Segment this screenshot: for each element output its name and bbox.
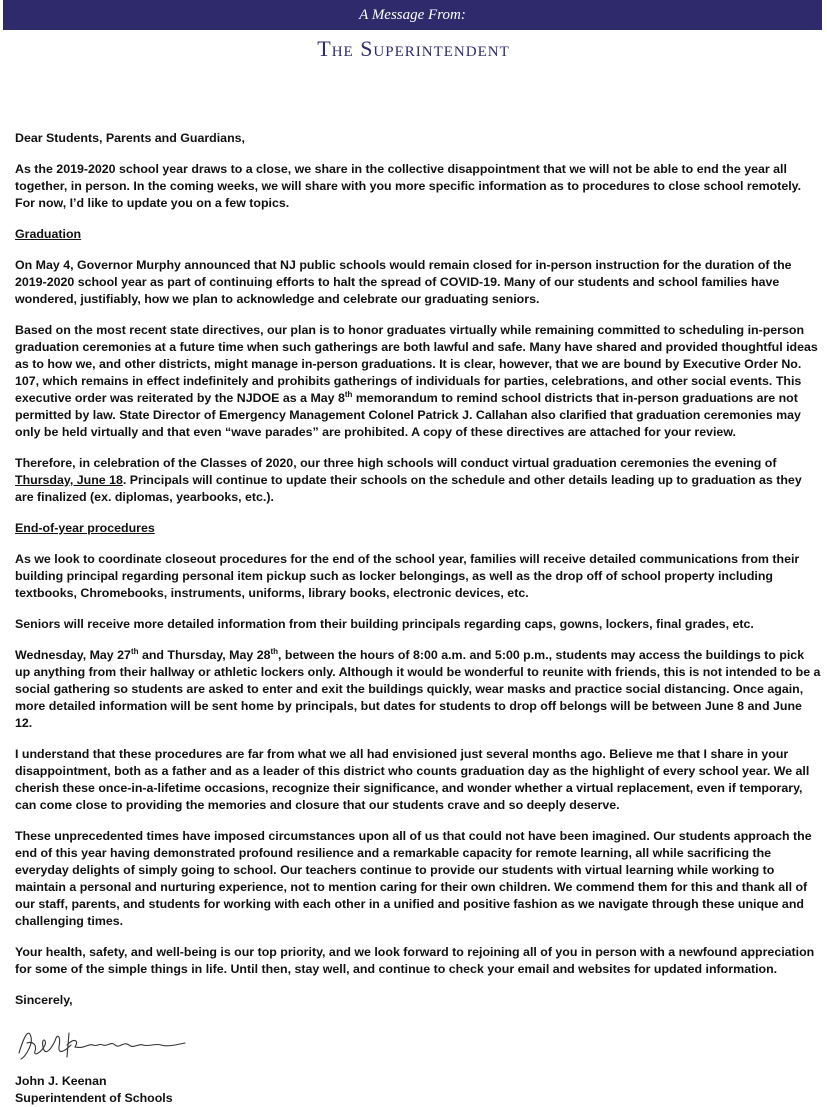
sign-off: Sincerely, xyxy=(15,993,73,1007)
signature-stroke xyxy=(19,1033,185,1059)
signer-name: John J. Keenan xyxy=(15,1074,107,1088)
grad-p3-part-b: . Principals will continue to update their schools on the schedule and other details leading up to graduation as they are finalized (ex. diplomas, yearbooks, etc.). xyxy=(15,473,802,504)
graduation-paragraph-3 xyxy=(15,455,821,506)
eoy-p3-part-c: , between the hours of 8:00 a.m. and 5:00 p.m., students may access the buildings to pick up anything from their hallway or athletic lockers only. Although it would be wonderful to reunite with friends, this is not intended to be a social gathering so students are asked to enter and exit the buildings quickly, wear masks and practice social distancing. Once again, more detailed information will be sent home by principals, but dates for students to drop off belongs will be between June 8 and June 12. xyxy=(15,648,821,730)
eoy-paragraph-3 xyxy=(15,647,821,732)
banner-text: A Message From: xyxy=(359,7,466,23)
intro-paragraph: As the 2019-2020 school year draws to a close, we share in the collective disappointment that we will not be able to end the year all together, in person. In the coming weeks, we will share with you more specific information as to procedures to close school remotely. For now, I’d like to update you on a few topics. xyxy=(15,162,802,210)
grad-p3-part-a: Therefore, in celebration of the Classes of 2020, our three high schools will conduct virtual graduation ceremonies the evening of xyxy=(15,456,777,470)
signature-drawing xyxy=(15,1023,195,1063)
understand-paragraph: I understand that these procedures are far from what we all had envisioned just several months ago. Believe me that I share in your disappointment, both as a father and as a leader of this district who counts graduation day as the highlight of every school year. We all cherish these once-in-a-lifetime occasions, recognize their significance, and wonder whether a virtual replacement, even if temporary, can come close to providing the memories and closure that our students crave and so deeply deserve. xyxy=(15,747,810,812)
graduation-paragraph-1: On May 4, Governor Murphy announced that NJ public schools would remain closed for in-person instruction for the duration of the 2019-2020 school year as part of continuing efforts to halt the spread of COVID-19. Many of our students and school families have wondered, justifiably, how we plan to acknowledge and celebrate our graduating seniors. xyxy=(15,258,792,306)
salutation: Dear Students, Parents and Guardians, xyxy=(15,131,245,145)
signature xyxy=(15,1023,821,1063)
health-paragraph: Your health, safety, and well-being is our top priority, and we look forward to rejoining all of you in person with a newfound appreciation for some of the simple things in life. Until then, stay well, and continue to check your email and websites for updated information. xyxy=(15,945,815,976)
eoy-p3-sup-2: th xyxy=(270,646,279,656)
end-of-year-heading: End-of-year procedures xyxy=(15,521,155,535)
signer-title: Superintendent of Schools xyxy=(15,1091,173,1105)
unprecedented-paragraph: These unprecedented times have imposed circumstances upon all of us that could not have been imagined. Our students approach the end of this year having demonstrated profound resilience and a remarkable capacity for remote learning, all while sacrificing the everyday delights of simply going to school. Our teachers continue to provide our students with virtual learning while working to maintain a personal and nurturing experience, not to mention caring for their own children. We commend them for this and thank all of our staff, parents, and students for working with each other in a unified and positive fashion as we navigate through these unique and challenging times. xyxy=(15,829,812,928)
eoy-paragraph-2: Seniors will receive more detailed information from their building principals regarding caps, gowns, lockers, final grades, etc. xyxy=(15,617,754,631)
grad-p2-part-b: memorandum to remind school districts that in-person graduations are not permitted by law. State Director of Emergency Management Colonel Patrick J. Callahan also clarified that graduation ceremonies may only be held virtually and that even “wave parades” are prohibited. A copy of these directives are attached for your review. xyxy=(15,391,801,439)
letter-body xyxy=(15,130,821,1107)
grad-p2-part-a: Based on the most recent state directives, our plan is to honor graduates virtually while remaining committed to scheduling in-person graduation ceremonies at a future time when such gatherings are both lawful and safe. Many have shared and provided thoughtful ideas as to how we, and other districts, might manage in-person graduations. It is clear, however, that we are bound by Executive Order No. 107, which remains in effect indefinitely and prohibits gatherings of individuals for parties, celebrations, and other social events. This executive order was reiterated by the NJDOE as a May 8 xyxy=(15,323,818,405)
title-superintendent: Superintendent xyxy=(360,36,510,61)
graduation-heading: Graduation xyxy=(15,227,82,241)
graduation-date: Thursday, June 18 xyxy=(15,473,123,487)
page-title xyxy=(0,34,827,64)
title-the: The xyxy=(317,36,354,61)
grad-p2-superscript: th xyxy=(344,389,353,399)
header-banner xyxy=(3,0,822,30)
eoy-p3-part-a: Wednesday, May 27 xyxy=(15,648,131,662)
eoy-p3-part-b: and Thursday, May 28 xyxy=(138,648,271,662)
graduation-paragraph-2 xyxy=(15,322,821,441)
signer-block xyxy=(15,1073,821,1107)
eoy-paragraph-1: As we look to coordinate closeout procedures for the end of the school year, families will receive detailed communications from their building principal regarding personal item pickup such as locker belongings, as well as the drop off of school property including textbooks, Chromebooks, instruments, uniforms, library books, electronic devices, etc. xyxy=(15,552,800,600)
eoy-p3-sup-1: th xyxy=(130,646,139,656)
